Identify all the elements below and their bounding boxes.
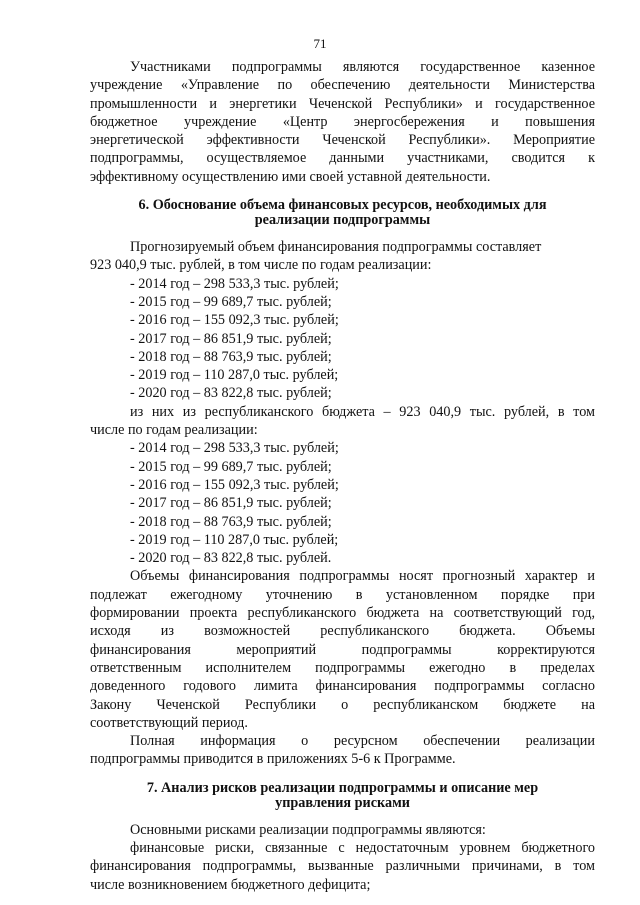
list-item: - 2015 год – 99 689,7 тыс. рублей; (130, 293, 332, 310)
info-paragraph (90, 732, 595, 769)
text-line: Участниками подпрограммы являются государственное казенное (130, 59, 595, 75)
page-number: 71 (313, 36, 327, 51)
text-line: соответствующий период. (90, 714, 248, 731)
text-line: Закону Чеченской Республики о республиканском бюджете на (90, 696, 595, 713)
text-line: финансирования подпрограммы, вызванные различными причинами, в том (90, 858, 595, 875)
text-line: подпрограммы, осуществляемое данными участниками, сводится к (90, 150, 595, 167)
risks-paragraph (90, 839, 595, 894)
section-7-heading (90, 781, 595, 811)
text-line: финансирования мероприятий подпрограммы корректируются (90, 641, 595, 658)
years-list-budget (90, 439, 595, 567)
text-line: Прогнозируемый объем финансирования подпрограммы составляет (130, 239, 542, 256)
financing-paragraph (90, 567, 595, 732)
text-line: финансовые риски, связанные с недостаточным уровнем бюджетного (130, 839, 595, 856)
text-line: числе по годам реализации: (90, 422, 258, 439)
text-line: Полная информация о ресурсном обеспечении реализации (130, 733, 595, 750)
list-item: - 2020 год – 83 822,8 тыс. рублей; (130, 385, 332, 402)
heading-line: управления рисками (275, 794, 410, 811)
text-line: числе возникновением бюджетного дефицита; (90, 876, 371, 893)
text-line: учреждение «Управление по обеспечению деятельности Министерства (90, 77, 595, 94)
list-item: - 2014 год – 298 533,3 тыс. рублей; (130, 275, 339, 292)
list-item: - 2018 год – 88 763,9 тыс. рублей; (130, 513, 332, 530)
text-line: из них из республиканского бюджета – 923 040,9 тыс. рублей, в том (130, 403, 595, 420)
text-line: 923 040,9 тыс. рублей, в том числе по годам реализации: (90, 257, 432, 274)
heading-line: 6. Обоснование объема финансовых ресурсов, необходимых для (138, 197, 547, 214)
list-item: - 2020 год – 83 822,8 тыс. рублей. (130, 550, 332, 567)
text-line: промышленности и энергетики Чеченской Республики» и государственное (90, 95, 595, 112)
list-item: - 2016 год – 155 092,3 тыс. рублей; (130, 312, 339, 329)
text-line: подлежат ежегодному уточнению в установленном порядке при (90, 586, 595, 603)
list-item: - 2017 год – 86 851,9 тыс. рублей; (130, 495, 332, 512)
text-line: Основными рисками реализации подпрограммы являются: (130, 821, 486, 838)
text-line: эффективному осуществлению ими своей уставной деятельности. (90, 168, 491, 185)
text-line: исходя из возможностей республиканского бюджета. Объемы (90, 623, 595, 640)
list-item: - 2016 год – 155 092,3 тыс. рублей; (130, 476, 339, 493)
text-line: Объемы финансирования подпрограммы носят прогнозный характер и (130, 568, 595, 585)
text-line: формировании проекта республиканского бюджета на соответствующий год, (90, 605, 595, 622)
text-line: бюджетное учреждение «Центр энергосбережения и повышения (90, 113, 595, 130)
list-item: - 2015 год – 99 689,7 тыс. рублей; (130, 458, 332, 475)
text-line: подпрограммы приводится в приложениях 5-6 к Программе. (90, 751, 456, 768)
list-item: - 2019 год – 110 287,0 тыс. рублей; (130, 367, 339, 384)
page-content (90, 58, 595, 894)
heading-line: 7. Анализ рисков реализации подпрограммы и описание мер (146, 779, 539, 796)
list-item: - 2014 год – 298 533,3 тыс. рублей; (130, 440, 339, 457)
list-item: - 2018 год – 88 763,9 тыс. рублей; (130, 348, 332, 365)
text-line: ответственным исполнителем подпрограммы ежегодно в пределах (90, 659, 595, 676)
text-line: энергетической эффективности Чеченской Республики». Мероприятие (90, 132, 595, 149)
years-list-total (90, 275, 595, 403)
heading-line: реализации подпрограммы (254, 212, 431, 229)
section-6-heading (90, 198, 595, 228)
text-line: доведенного годового лимита финансирования подпрограммы согласно (90, 678, 595, 695)
list-item: - 2017 год – 86 851,9 тыс. рублей; (130, 330, 332, 347)
list-item: - 2019 год – 110 287,0 тыс. рублей; (130, 531, 339, 548)
